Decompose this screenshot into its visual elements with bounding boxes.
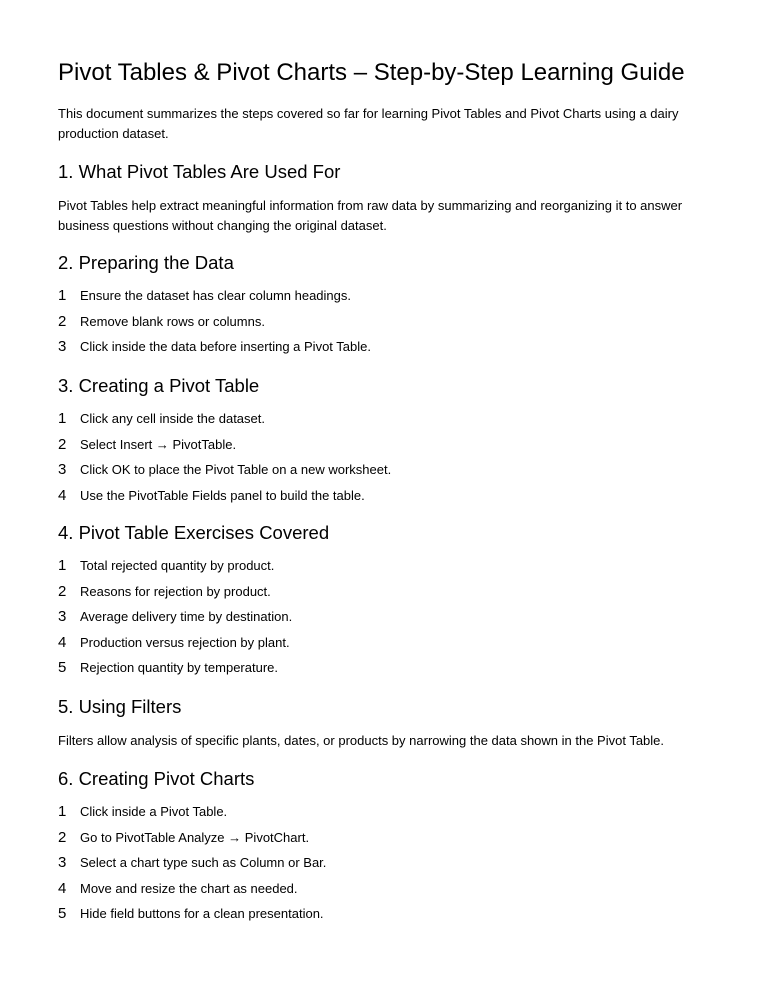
step-item xyxy=(58,904,708,930)
step-text: Select Insert → PivotTable. xyxy=(80,436,237,452)
step-number: 3 xyxy=(58,608,67,625)
step-text: Total rejected quantity by product. xyxy=(80,558,275,573)
section-paragraph: Pivot Tables help extract meaningful information from raw data by summarizing and reorganizing it to answer business questions without changing the original dataset. xyxy=(58,198,683,233)
section-heading: 3. Creating a Pivot Table xyxy=(58,375,260,396)
step-number: 5 xyxy=(58,659,67,676)
step-list xyxy=(58,802,708,930)
step-text: Production versus rejection by plant. xyxy=(80,634,290,650)
step-number: 2 xyxy=(58,582,67,600)
section-pivot-table-exercises-covered xyxy=(58,521,708,684)
step-text: Remove blank rows or columns. xyxy=(80,313,265,329)
step-number: 2 xyxy=(58,828,67,846)
step-number: 3 xyxy=(58,461,67,478)
step-item xyxy=(58,337,708,363)
step-item xyxy=(58,409,708,435)
step-text: Hide field buttons for a clean presentation. xyxy=(80,906,324,921)
step-item xyxy=(58,556,708,582)
step-number: 1 xyxy=(58,803,67,820)
step-item xyxy=(58,802,708,828)
step-item xyxy=(58,435,708,461)
step-item xyxy=(58,312,708,338)
document-header xyxy=(58,58,708,144)
section-heading: 2. Preparing the Data xyxy=(58,252,234,273)
step-text: Click inside a Pivot Table. xyxy=(80,804,228,819)
step-text: Move and resize the chart as needed. xyxy=(80,880,298,896)
section-using-filters xyxy=(58,695,708,751)
step-list xyxy=(58,286,708,363)
step-text: Select a chart type such as Column or Bar. xyxy=(80,855,327,870)
document-title: Pivot Tables & Pivot Charts – Step-by-Step Learning Guide xyxy=(58,59,685,86)
step-text: Click any cell inside the dataset. xyxy=(80,411,265,426)
section-heading: 5. Using Filters xyxy=(58,696,182,717)
step-number: 1 xyxy=(58,557,67,574)
step-number: 5 xyxy=(58,905,67,922)
step-number: 4 xyxy=(58,633,67,651)
step-text: Rejection quantity by temperature. xyxy=(80,660,278,675)
section-creating-a-pivot-table xyxy=(58,374,708,511)
step-text: Go to PivotTable Analyze → PivotChart. xyxy=(80,829,310,845)
step-item xyxy=(58,853,708,879)
step-number: 3 xyxy=(58,854,67,871)
section-paragraph: Filters allow analysis of specific plants, dates, or products by narrowing the data shown in the Pivot Table. xyxy=(58,733,665,748)
step-text: Average delivery time by destination. xyxy=(80,609,293,624)
step-text: Ensure the dataset has clear column headings. xyxy=(80,288,352,303)
section-heading: 1. What Pivot Tables Are Used For xyxy=(58,161,341,182)
step-text: Reasons for rejection by product. xyxy=(80,583,271,599)
step-text: Click OK to place the Pivot Table on a new worksheet. xyxy=(80,462,392,477)
step-item xyxy=(58,879,708,905)
step-text: Use the PivotTable Fields panel to build the table. xyxy=(80,487,365,503)
step-item xyxy=(58,460,708,486)
step-item xyxy=(58,828,708,854)
step-item xyxy=(58,582,708,608)
section-creating-pivot-charts xyxy=(58,767,708,930)
step-number: 2 xyxy=(58,435,67,453)
section-heading: 4. Pivot Table Exercises Covered xyxy=(58,522,330,543)
step-number: 1 xyxy=(58,287,67,304)
step-item xyxy=(58,286,708,312)
section-what-pivot-tables-are-used-for xyxy=(58,160,708,236)
step-list xyxy=(58,409,708,511)
step-item xyxy=(58,633,708,659)
step-number: 3 xyxy=(58,338,67,355)
step-text: Click inside the data before inserting a Pivot Table. xyxy=(80,339,371,354)
step-number: 4 xyxy=(58,879,67,897)
step-number: 1 xyxy=(58,410,67,427)
section-heading: 6. Creating Pivot Charts xyxy=(58,768,255,789)
step-number: 4 xyxy=(58,486,67,504)
step-number: 2 xyxy=(58,312,67,330)
step-list xyxy=(58,556,708,684)
section-preparing-the-data xyxy=(58,251,708,363)
step-item xyxy=(58,658,708,684)
document-intro: This document summarizes the steps covered so far for learning Pivot Tables and Pivot Charts using a dairy production dataset. xyxy=(58,106,679,141)
step-item xyxy=(58,607,708,633)
step-item xyxy=(58,486,708,512)
